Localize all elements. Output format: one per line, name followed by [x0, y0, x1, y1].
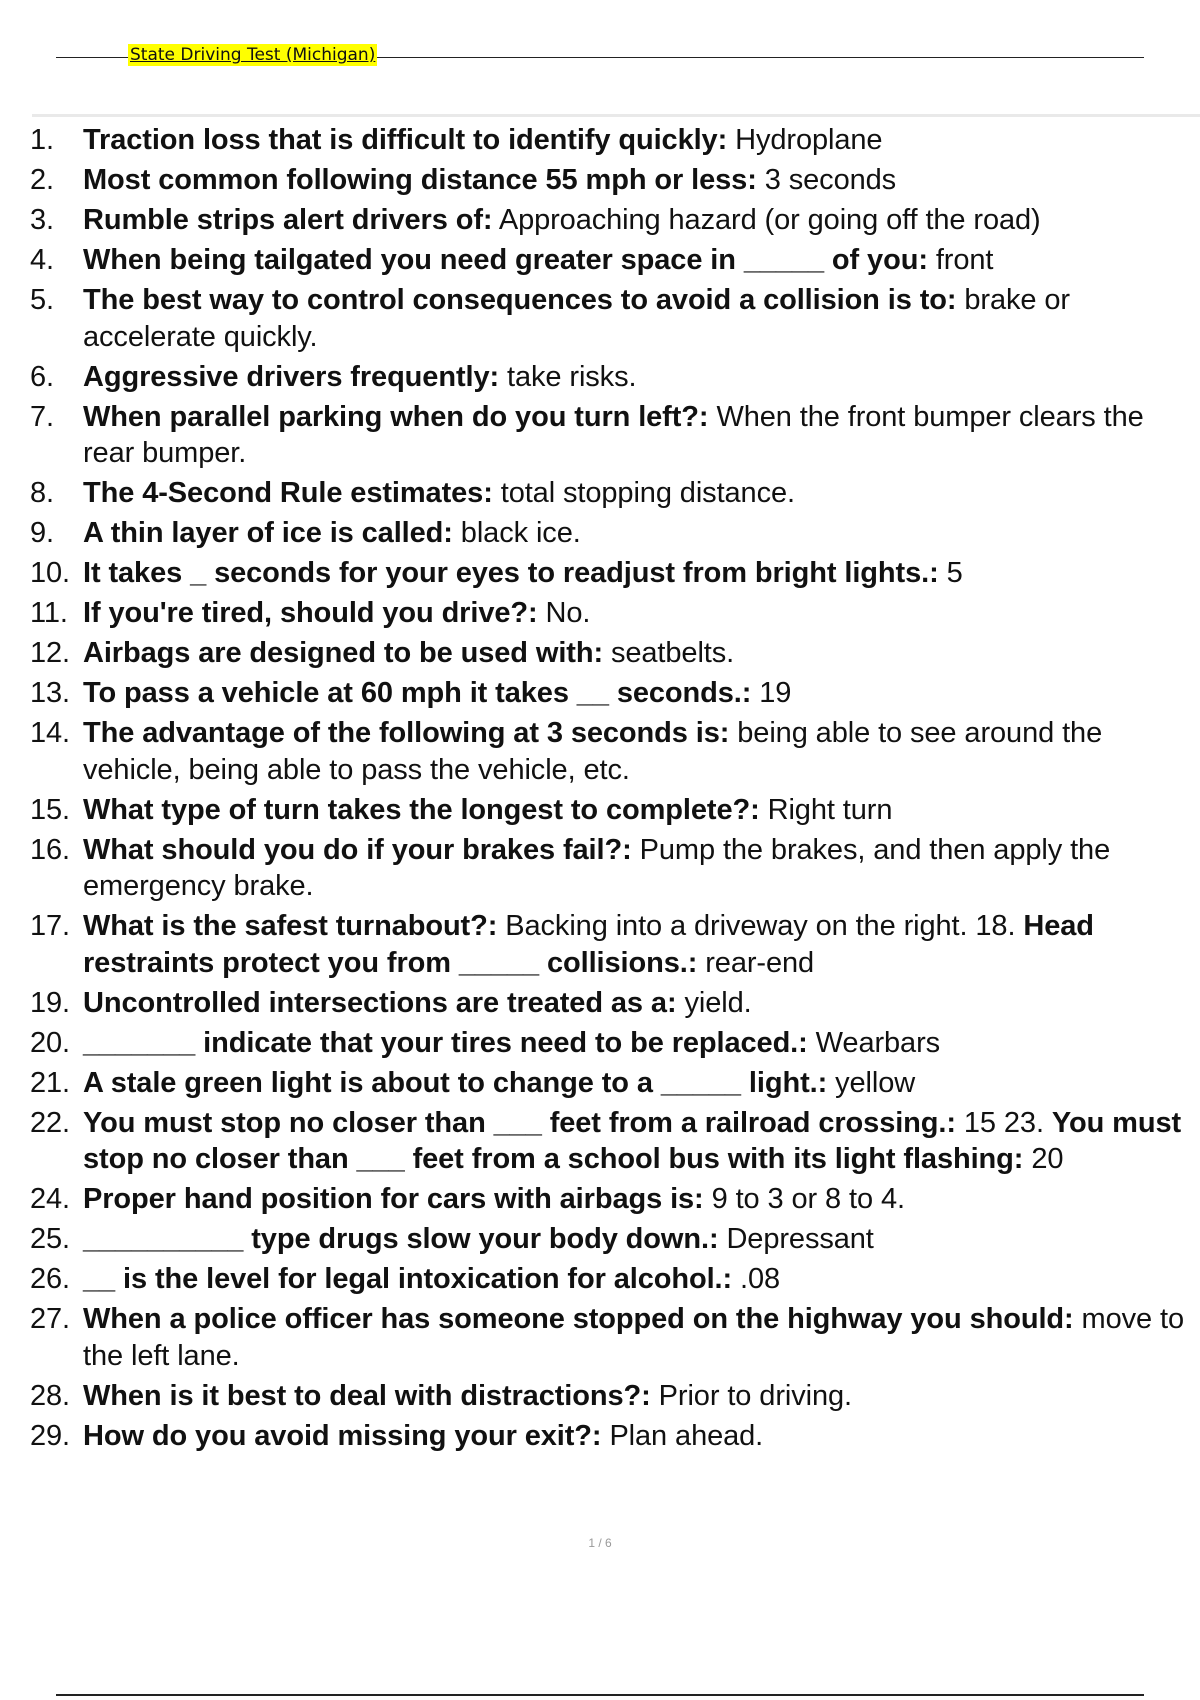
question-text: Most common following distance 55 mph or less: [83, 164, 757, 196]
answer-text: 15 23. [963, 1106, 1044, 1139]
item-number: 3. [30, 204, 54, 236]
list-item [28, 675, 1193, 712]
question-text: It takes _ seconds for your eyes to readjust from bright lights.: [83, 557, 939, 589]
question-text: When is it best to deal with distractions?: [83, 1379, 651, 1412]
item-number: 19. [30, 986, 71, 1019]
answer-text: yield. [684, 986, 752, 1019]
list-item [28, 122, 1193, 159]
item-number: 27. [30, 1303, 71, 1335]
list-item [28, 162, 1193, 199]
question-text: When being tailgated you need greater space in _____ of you: [83, 244, 928, 276]
answer-text: 3 seconds [764, 164, 897, 196]
answer-text: Prior to driving. [658, 1379, 852, 1412]
item-number: 29. [30, 1419, 71, 1452]
answer-text: Plan ahead. [609, 1419, 764, 1452]
question-text: A thin layer of ice is called: [83, 517, 453, 549]
question-text: Airbags are designed to be used with: [83, 637, 603, 669]
answer-text: seatbelts. [610, 637, 735, 669]
item-number: 8. [30, 477, 54, 509]
question-text: Rumble strips alert drivers of: [83, 204, 493, 236]
question-answer-list [28, 122, 1193, 1458]
item-number: 5. [30, 284, 54, 316]
item-number: 28. [30, 1379, 71, 1412]
question-text: The best way to control consequences to avoid a collision is to: [83, 284, 957, 316]
item-number: 14. [30, 717, 71, 749]
answer-text: Backing into a driveway on the right. 18. [505, 910, 1016, 942]
item-number: 16. [30, 833, 71, 866]
item-number: 7. [30, 400, 54, 433]
page-number: 1 / 6 [588, 1536, 612, 1550]
list-item [28, 715, 1193, 788]
answer-text: Depressant [726, 1223, 874, 1255]
document-header [56, 44, 1144, 68]
question-text: Uncontrolled intersections are treated as a: [83, 986, 677, 1019]
list-item [28, 359, 1193, 396]
question-text: To pass a vehicle at 60 mph it takes __ seconds.: [83, 677, 752, 709]
answer-text: rear-end [705, 946, 815, 979]
question-text: __ is the level for legal intoxication for alcohol.: [83, 1263, 733, 1295]
list-item [28, 1221, 1193, 1258]
question-text: You must stop no closer than ___ feet from a school bus with its light flashing: [83, 1106, 1182, 1175]
answer-text: front [935, 244, 994, 276]
item-number: 6. [30, 360, 54, 393]
item-number: 10. [30, 557, 71, 589]
list-item [28, 1378, 1193, 1415]
question-text: Proper hand position for cars with airbags is: [83, 1183, 704, 1215]
answer-text: Pump the brakes, and then apply the emergency brake. [83, 833, 1111, 902]
list-item [28, 908, 1193, 981]
list-item [28, 399, 1193, 472]
item-number: 11. [30, 597, 68, 629]
answer-text: yellow [835, 1066, 916, 1099]
list-item [28, 1261, 1193, 1298]
item-number: 15. [30, 793, 71, 826]
list-item [28, 1181, 1193, 1218]
question-text: _______ indicate that your tires need to be replaced.: [83, 1026, 808, 1059]
question-text: How do you avoid missing your exit?: [83, 1419, 602, 1452]
list-item [28, 1065, 1193, 1102]
answer-text: being able to see around the vehicle, being able to pass the vehicle, etc. [83, 717, 1103, 786]
item-number: 20. [30, 1026, 71, 1059]
item-number: 22. [30, 1106, 71, 1139]
list-item [28, 635, 1193, 672]
item-number: 13. [30, 677, 71, 709]
answer-text: .08 [740, 1263, 781, 1295]
list-item [28, 1025, 1193, 1062]
list-item [28, 202, 1193, 239]
question-text: The 4-Second Rule estimates: [83, 477, 493, 509]
list-item [28, 792, 1193, 829]
question-text: The advantage of the following at 3 seconds is: [83, 717, 730, 749]
document-title: State Driving Test (Michigan) [130, 45, 376, 65]
item-number: 12. [30, 637, 71, 669]
question-text: When parallel parking when do you turn left?: [83, 400, 709, 433]
answer-text: Wearbars [815, 1026, 941, 1059]
question-text: When a police officer has someone stopped on the highway you should: [83, 1303, 1074, 1335]
list-item [28, 242, 1193, 279]
answer-text: 5 [946, 557, 963, 589]
question-text: You must stop no closer than ___ feet from a railroad crossing.: [83, 1106, 956, 1139]
answer-text: Hydroplane [735, 124, 883, 156]
item-number: 26. [30, 1263, 71, 1295]
answer-text: When the front bumper clears the rear bumper. [83, 400, 1144, 469]
item-number: 9. [30, 517, 54, 549]
question-text: What type of turn takes the longest to complete?: [83, 793, 760, 826]
question-text: What is the safest turnabout?: [83, 910, 498, 942]
answer-text: take risks. [507, 360, 637, 393]
question-text: __________ type drugs slow your body down.: [83, 1223, 719, 1255]
item-number: 17. [30, 910, 71, 942]
answer-text: Right turn [767, 793, 893, 826]
question-text: Traction loss that is difficult to identify quickly: [83, 124, 728, 156]
item-number: 2. [30, 164, 54, 196]
answer-text: Approaching hazard (or going off the road) [498, 204, 1041, 236]
list-item [28, 1105, 1193, 1178]
answer-text: 9 to 3 or 8 to 4. [711, 1183, 905, 1215]
answer-text: black ice. [460, 517, 581, 549]
answer-text: total stopping distance. [500, 477, 795, 509]
list-item [28, 832, 1193, 905]
list-item [28, 1418, 1193, 1455]
answer-text: move to the left lane. [83, 1303, 1185, 1372]
question-text: Head restraints protect you from _____ collisions.: [83, 910, 1094, 979]
question-text: What should you do if your brakes fail?: [83, 833, 632, 866]
item-number: 4. [30, 244, 54, 276]
item-number: 1. [30, 124, 54, 156]
list-item [28, 595, 1193, 632]
question-text: If you're tired, should you drive?: [83, 597, 538, 629]
list-item [28, 475, 1193, 512]
list-item [28, 515, 1193, 552]
item-number: 24. [30, 1183, 71, 1215]
answer-text: brake or accelerate quickly. [83, 284, 1070, 353]
answer-text: 20 [1031, 1143, 1064, 1175]
answer-text: 19 [759, 677, 792, 709]
list-item [28, 1301, 1193, 1374]
item-number: 21. [30, 1066, 71, 1099]
list-item [28, 985, 1193, 1022]
list-item [28, 555, 1193, 592]
question-text: A stale green light is about to change to a _____ light.: [83, 1066, 828, 1099]
section-divider [32, 114, 1200, 117]
list-item [28, 282, 1193, 355]
item-number: 25. [30, 1223, 71, 1255]
question-text: Aggressive drivers frequently: [83, 360, 500, 393]
footer-rule [56, 1694, 1144, 1696]
answer-text: No. [545, 597, 591, 629]
